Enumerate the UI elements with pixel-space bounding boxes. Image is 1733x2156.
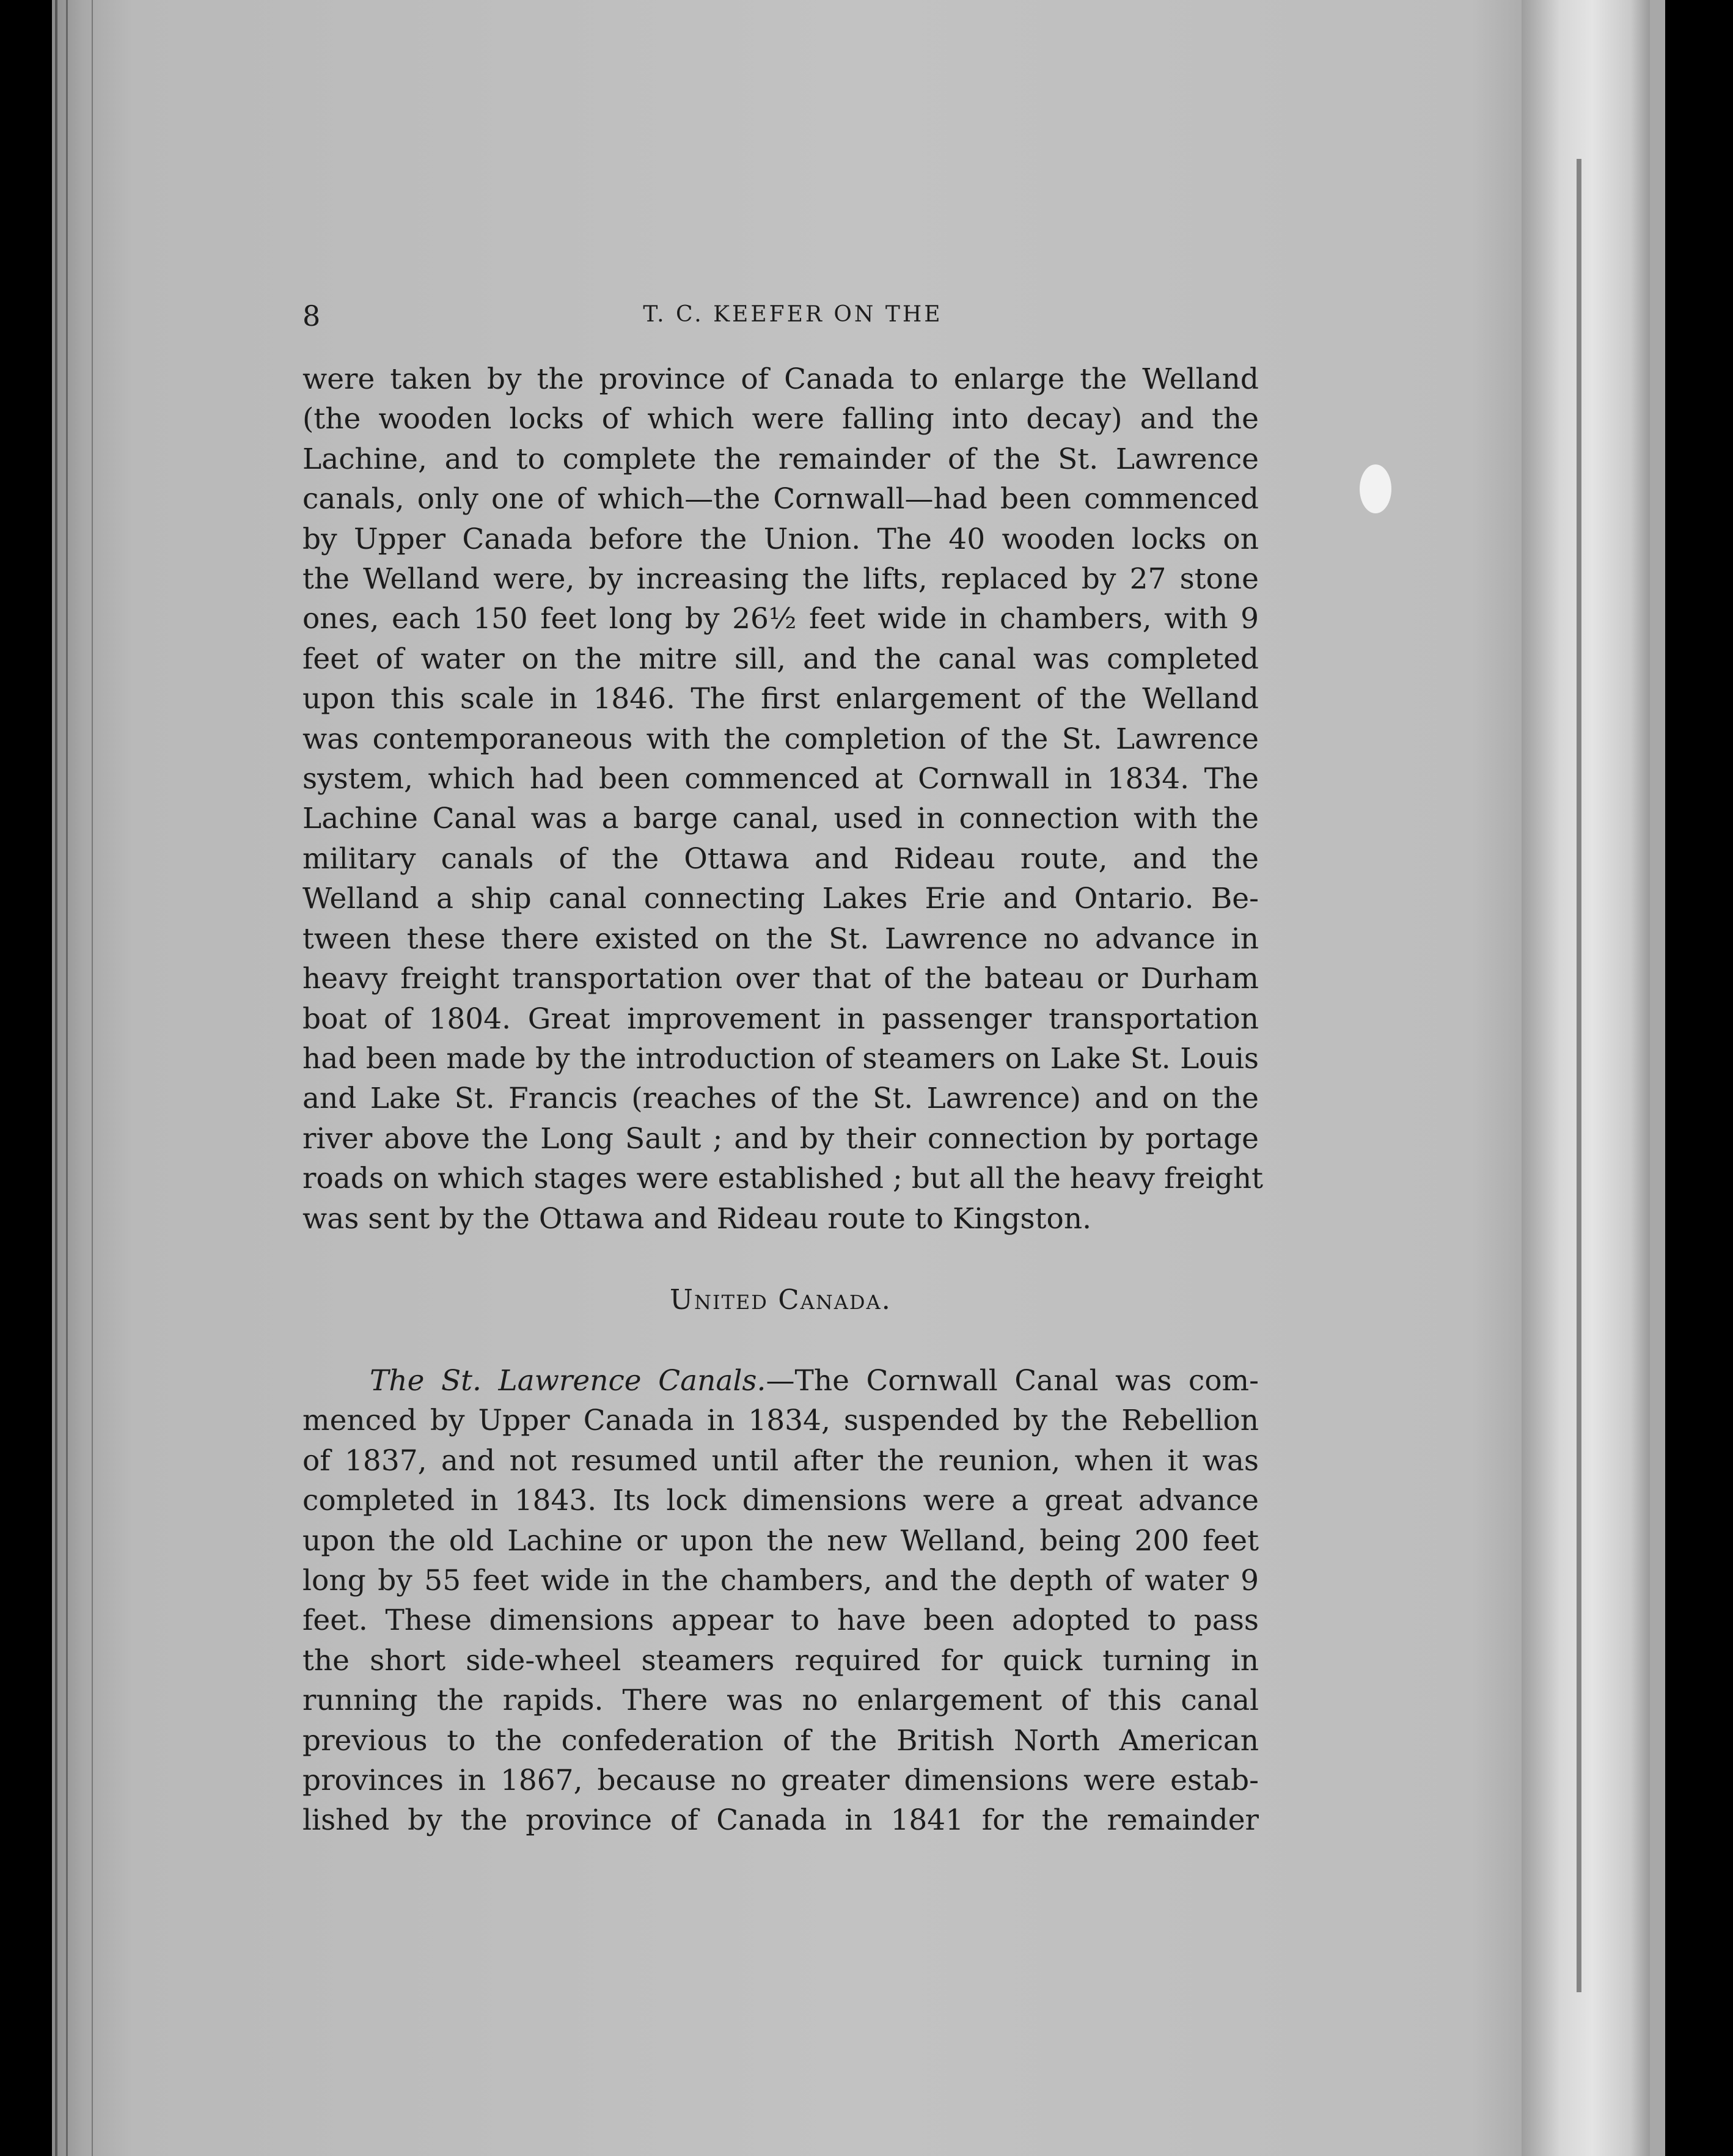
text-line: tween these there existed on the St. Lawrence no advance in bbox=[302, 922, 1259, 956]
page-edge-rule bbox=[66, 0, 68, 2156]
page-edge-rule bbox=[92, 0, 93, 2156]
text-line: by Upper Canada before the Union. The 40 wooden locks on bbox=[302, 522, 1259, 556]
text-line: heavy freight transportation over that of the bateau or Durham bbox=[302, 962, 1259, 996]
text-line: completed in 1843. Its lock dimensions were a great advance bbox=[302, 1484, 1259, 1518]
text-fragment: —The Cornwall Canal was com- bbox=[766, 1363, 1259, 1398]
text-line: roads on which stages were established ; but all the heavy freight bbox=[302, 1162, 1263, 1196]
text-line: Welland a ship canal connecting Lakes Erie and Ontario. Be- bbox=[302, 882, 1259, 916]
text-line: of 1837, and not resumed until after the reunion, when it was bbox=[302, 1443, 1259, 1478]
text-line: menced by Upper Canada in 1834, suspended by the Rebellion bbox=[302, 1404, 1259, 1438]
text-line: river above the Long Sault ; and by their connection by portage bbox=[302, 1121, 1259, 1156]
text-line: long by 55 feet wide in the chambers, and the depth of water 9 bbox=[302, 1563, 1259, 1597]
text-line: was sent by the Ottawa and Rideau route to Kingston. bbox=[302, 1201, 1092, 1236]
text-line: Lachine, and to complete the remainder of the St. Lawrence bbox=[302, 442, 1259, 476]
text-line: had been made by the introduction of steamers on Lake St. Louis bbox=[302, 1041, 1259, 1076]
text-line: running the rapids. There was no enlargement of this canal bbox=[302, 1684, 1259, 1718]
text-line bbox=[302, 1361, 1259, 1401]
text-line: were taken by the province of Canada to enlarge the Welland bbox=[302, 362, 1259, 396]
text-line: feet of water on the mitre sill, and the canal was completed bbox=[302, 642, 1259, 676]
page-number: 8 bbox=[302, 299, 321, 332]
text-line: (the wooden locks of which were falling into decay) and the bbox=[302, 402, 1259, 436]
paper-blemish bbox=[1360, 464, 1391, 513]
text-line: provinces in 1867, because no greater dimensions were estab- bbox=[302, 1764, 1259, 1797]
page-header bbox=[302, 299, 1259, 342]
text-line: Lachine Canal was a barge canal, used in connection with the bbox=[302, 802, 1259, 836]
text-line: canals, only one of which—the Cornwall—had been commenced bbox=[302, 482, 1259, 516]
body-paragraph bbox=[302, 359, 1263, 1239]
running-head: T. C. KEEFER ON THE bbox=[643, 302, 943, 327]
text-line: military canals of the Ottawa and Rideau route, and the bbox=[302, 842, 1259, 876]
page-edge-rule bbox=[55, 0, 57, 2156]
text-line: system, which had been commenced at Cornwall in 1834. The bbox=[302, 762, 1259, 796]
text-line: was contemporaneous with the completion of the St. Lawrence bbox=[302, 722, 1259, 756]
text-line: boat of 1804. Great improvement in passenger transportation bbox=[302, 1002, 1259, 1036]
text-line: previous to the confederation of the British North American bbox=[302, 1723, 1259, 1758]
text-line: the Welland were, by increasing the lifts, replaced by 27 stone bbox=[302, 562, 1259, 596]
text-line: upon this scale in 1846. The first enlargement of the Welland bbox=[302, 682, 1259, 716]
body-paragraph bbox=[302, 1361, 1259, 1841]
run-in-heading: The St. Lawrence Canals. bbox=[370, 1363, 766, 1398]
text-line: ones, each 150 feet long by 26½ feet wide in chambers, with 9 bbox=[302, 602, 1259, 636]
section-heading: United Canada. bbox=[670, 1283, 892, 1316]
text-line: upon the old Lachine or upon the new Welland, being 200 feet bbox=[302, 1524, 1259, 1558]
text-line: and Lake St. Francis (reaches of the St. Lawrence) and on the bbox=[302, 1082, 1259, 1116]
text-line: feet. These dimensions appear to have been adopted to pass bbox=[302, 1604, 1259, 1638]
text-line: the short side-wheel steamers required for quick turning in bbox=[302, 1643, 1259, 1678]
text-line: lished by the province of Canada in 1841 for the remainder bbox=[302, 1803, 1259, 1838]
binding-thread bbox=[1577, 159, 1581, 1992]
book-binding bbox=[1522, 0, 1650, 2156]
page-text-column bbox=[302, 299, 1263, 1841]
